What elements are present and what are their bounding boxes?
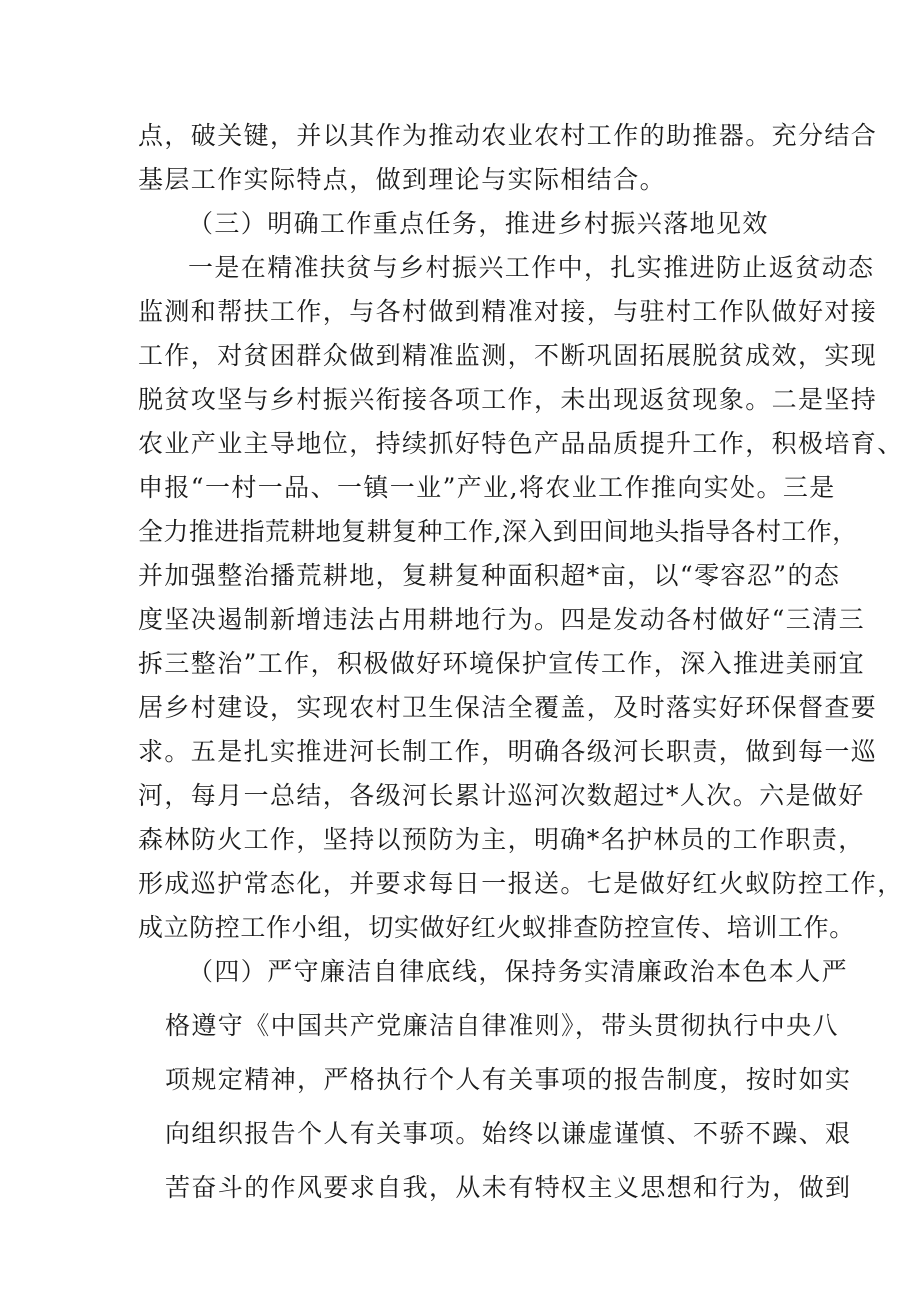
- section-heading: （三）明确工作重点任务，推进乡村振兴落地见效: [188, 209, 769, 238]
- paragraph-line: 基层工作实际特点，做到理论与实际相结合。: [138, 165, 667, 194]
- paragraph-line: 申报“一村一品、一镇一业”产业,将农业工作推向实处。三是: [138, 473, 836, 502]
- paragraph-line: 森林防火工作，坚持以预防为主，明确*名护林员的工作职责，: [138, 825, 865, 854]
- paragraph-line: 全力推进指荒耕地复耕复种工作,深入到田间地头指导各村工作，: [138, 517, 858, 546]
- paragraph-line: 项规定精神，严格执行个人有关事项的报告制度，按时如实: [165, 1065, 852, 1094]
- paragraph-line: 形成巡护常态化，并要求每日一报送。七是做好红火蚁防控工作，: [138, 869, 904, 898]
- paragraph-line: 度坚决遏制新增违法占用耕地行为。四是发动各村做好“三清三: [138, 605, 865, 634]
- paragraph-line: 农业产业主导地位，持续抓好特色产品品质提升工作，积极培育、: [138, 429, 904, 458]
- paragraph-line: 求。五是扎实推进河长制工作，明确各级河长职责，做到每一巡: [138, 737, 878, 766]
- paragraph-line: 监测和帮扶工作，与各村做到精准对接，与驻村工作队做好对接: [138, 297, 878, 326]
- paragraph-line: 并加强整治播荒耕地，复耕复种面积超*亩，以“零容忍”的态: [138, 561, 841, 590]
- paragraph-line: 河，每月一总结，各级河长累计巡河次数超过*人次。六是做好: [138, 781, 865, 810]
- paragraph-line: 格遵守《中国共产党廉洁自律准则》，带头贯彻执行中央八: [165, 1011, 839, 1040]
- paragraph-line: 拆三整治”工作，积极做好环境保护宣传工作，深入推进美丽宜: [138, 649, 865, 678]
- paragraph-line: 居乡村建设，实现农村卫生保洁全覆盖，及时落实好环保督查要: [138, 693, 878, 722]
- paragraph-line: 向组织报告个人有关事项。始终以谦虚谨慎、不骄不躁、艰: [165, 1119, 852, 1148]
- paragraph-line: 成立防控工作小组，切实做好红火蚁排查防控宣传、培训工作。: [138, 913, 855, 942]
- section-heading: （四）严守廉洁自律底线，保持务实清廉政治本色本人严: [188, 957, 849, 986]
- paragraph-line: 工作，对贫困群众做到精准监测，不断巩固拓展脱贫成效，实现: [138, 341, 878, 370]
- paragraph-line: 一是在精准扶贫与乡村振兴工作中，扎实推进防止返贫动态: [188, 253, 875, 282]
- paragraph-line: 脱贫攻坚与乡村振兴衔接各项工作，未出现返贫现象。二是坚持: [138, 385, 878, 414]
- paragraph-line: 点，破关键，并以其作为推动农业农村工作的助推器。充分结合: [138, 121, 878, 150]
- paragraph-line: 苦奋斗的作风要求自我，从未有特权主义思想和行为，做到: [165, 1173, 852, 1202]
